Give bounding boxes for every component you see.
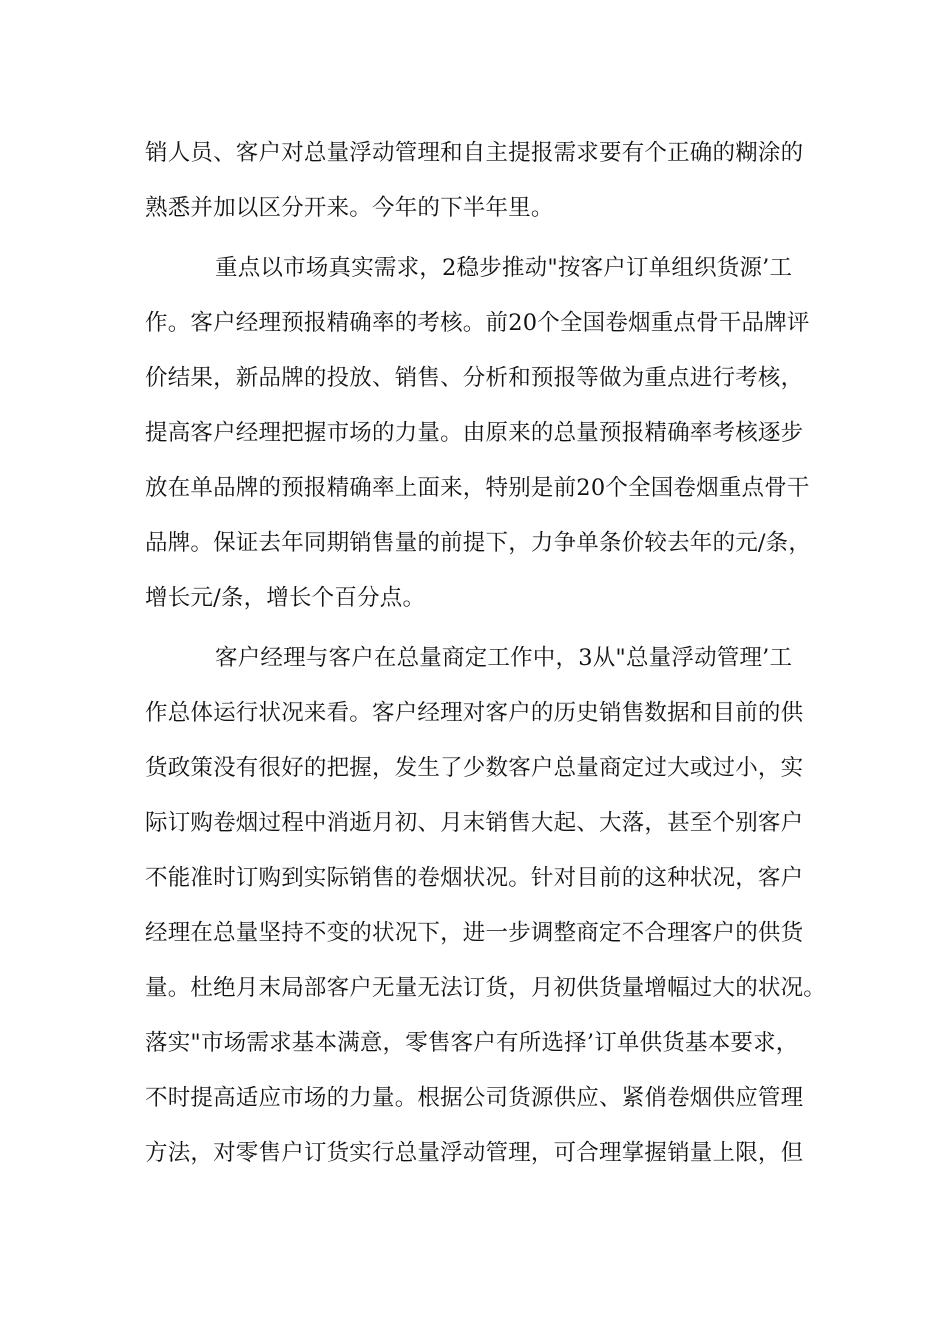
text-line: 不能准时订购到实际销售的卷烟状况。针对目前的这种状况，客户	[145, 865, 804, 891]
paragraph-first-line: 客户经理与客户在总量商定工作中，3从"总量浮动管理’工	[215, 645, 793, 671]
text-line: 销人员、客户对总量浮动管理和自主提报需求要有个正确的糊涂的	[145, 140, 804, 166]
text-line: 量。杜绝月末局部客户无量无法订货，月初供货量增幅过大的状况。	[145, 975, 827, 1001]
text-line: 提高客户经理把握市场的力量。由原来的总量预报精确率考核逐步	[145, 420, 804, 446]
text-line: 落实"市场需求基本满意，零售客户有所选择’订单供货基本要求，	[145, 1030, 799, 1056]
text-line: 作。客户经理预报精确率的考核。前20个全国卷烟重点骨干品牌评	[145, 310, 810, 336]
text-line: 方法，对零售户订货实行总量浮动管理，可合理掌握销量上限，但	[145, 1140, 804, 1166]
paragraph-first-line: 重点以市场真实需求，2稳步推动"按客户订单组织货源’工	[215, 255, 793, 281]
text-line: 不时提高适应市场的力量。根据公司货源供应、紧俏卷烟供应管理	[145, 1085, 804, 1111]
text-line: 价结果，新品牌的投放、销售、分析和预报等做为重点进行考核，	[145, 365, 804, 391]
text-line: 作总体运行状况来看。客户经理对客户的历史销售数据和目前的供	[145, 700, 804, 726]
text-line: 货政策没有很好的把握，发生了少数客户总量商定过大或过小，实	[145, 755, 804, 781]
text-line: 际订购卷烟过程中消逝月初、月末销售大起、大落，甚至个别客户	[145, 810, 804, 836]
text-line: 经理在总量坚持不变的状况下，进一步调整商定不合理客户的供货	[145, 920, 804, 946]
text-line: 放在单品牌的预报精确率上面来，特别是前20个全国卷烟重点骨干	[145, 475, 810, 501]
text-line: 熟悉并加以区分开来。今年的下半年里。	[145, 195, 554, 221]
text-line: 品牌。保证去年同期销售量的前提下，力争单条价较去年的元/条，	[145, 530, 812, 556]
text-line: 增长元/条，增长个百分点。	[145, 585, 426, 611]
